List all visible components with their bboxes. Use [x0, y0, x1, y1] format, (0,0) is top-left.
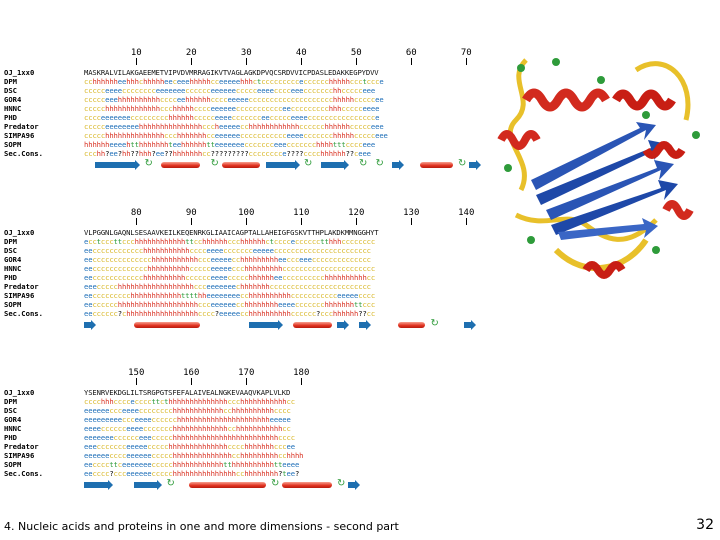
method-label: SIMPA96 [4, 291, 35, 300]
ruler-tick-mark [356, 58, 357, 65]
turn-mark: ↻ [430, 318, 439, 329]
prediction-sequence: eeeeeecccceeeeeeccccchhhhhhhhhhhhhhcchhhhhhhhhcchhhh [84, 451, 304, 460]
ruler-tick-label: 170 [238, 368, 255, 378]
ruler-tick-mark [191, 378, 192, 385]
position-ruler [84, 368, 468, 386]
method-label: PHD [4, 433, 17, 442]
strand-arrow [348, 482, 355, 488]
method-label: DSC [4, 406, 17, 415]
helix-mark [189, 482, 266, 488]
method-label: Predator [4, 282, 39, 291]
prediction-sequence: eeeccccccceeeeeccccchhhhhhhhhhhhhhcccchhhhhhhcccee [84, 442, 295, 451]
prediction-sequence: ccccceeeecccccccceeeeeeecccccceeeeeeccccceeeecccceeeccccccchhccccceee [84, 86, 376, 95]
method-label: PHD [4, 113, 17, 122]
strand-arrow [392, 162, 399, 168]
prediction-sequence: ccccchhhhhhhhhhhhhhccchhhhhhhcceeeeeeccccccccccceeeeccccccchhhhhccccceee [84, 131, 388, 140]
consensus-structure-track [84, 478, 468, 492]
ruler-tick-label: 160 [183, 368, 200, 378]
ruler-tick-mark [466, 218, 467, 225]
method-label: SOPM [4, 300, 22, 309]
method-label: Predator [4, 442, 39, 451]
method-label: HNNC [4, 104, 22, 113]
position-ruler [84, 208, 475, 226]
ruler-tick-label: 70 [460, 48, 472, 58]
ruler-tick-mark [356, 218, 357, 225]
strand-arrow [337, 322, 344, 328]
turn-mark: ↻ [166, 478, 175, 489]
method-label: GOR4 [4, 95, 22, 104]
turn-mark: ↻ [304, 158, 313, 169]
ruler-tick-mark [246, 58, 247, 65]
prediction-sequence: eeeeeeeeeccceeeecccccchhhhhhhhhhhhhhhhhhhhhheeeee [84, 415, 291, 424]
ruler-tick-label: 30 [240, 48, 252, 58]
strand-arrow [464, 322, 471, 328]
method-label: SIMPA96 [4, 451, 35, 460]
protein-sequence: MASKRALVILAKGAEEMETVIPVDVMRRAGIKVTVAGLAGKDPVQCSRDVVICPDASLEDAKKEGPYDVV [84, 68, 379, 77]
method-label: OJ_1xx0 [4, 228, 35, 237]
ruler-tick-label: 40 [295, 48, 307, 58]
helix-mark [293, 322, 332, 328]
method-label: HNNC [4, 424, 22, 433]
ruler-tick-mark [246, 378, 247, 385]
method-label: PHD [4, 273, 17, 282]
method-label: OJ_1xx0 [4, 388, 35, 397]
ruler-tick-label: 80 [130, 208, 142, 218]
consensus-structure-track [84, 158, 468, 172]
prediction-sequence: eeeccccchhhhhhhhhhhhhhhhhhccceeeeeeechhhhhhhcccccccccccccccccccccccc [84, 282, 371, 291]
method-label: DPM [4, 237, 17, 246]
helix-mark [134, 322, 200, 328]
method-label: GOR4 [4, 255, 22, 264]
ruler-tick-mark [301, 58, 302, 65]
strand-arrow [84, 482, 108, 488]
helix-mark [161, 162, 200, 168]
ruler-tick-label: 140 [458, 208, 475, 218]
ruler-tick-mark [411, 58, 412, 65]
ruler-tick-mark [136, 218, 137, 225]
prediction-sequence: eeeeeeccceeeecccccccchhhhhhhhhhhhcchhhhhhhhhhcccc [84, 406, 291, 415]
protein-ribbon-structure [496, 40, 716, 290]
method-label: DPM [4, 397, 17, 406]
prediction-sequence: ccccceeehhhhhhhhhhcccceehhhhhhcccceeeeecccccccccccccccccccchhhhhcccccee [84, 95, 384, 104]
prediction-sequence: cccceeeeeeeccccccccchhhhhhccccceeeeccccccceeccccceeeecccccccccccccccce [84, 113, 380, 122]
prediction-sequence: ccccchhhhhhhhhhhhhccchhhhhcccceeeeeeccccccccccceeccccccccchhhccccceeee [84, 104, 380, 113]
prediction-sequence: eecccccc?chhhhhhhhhhhhhhhhhcccc?eeeeecchhhhhhhhhhcccccc?ccchhhhhh??cc [84, 309, 376, 318]
prediction-sequence: eecccc?ccceeeeeeccccchhhhhhhhhhhhhhhcchhhhhhhh?tee? [84, 469, 300, 478]
prediction-sequence: ccccceeeeeeeehhhhhhhhhhhhhhhcccheeeeecchhhhhhhhhhhhcccccchhhhhhccccceee [84, 122, 384, 131]
prediction-sequence: eeccccccccchhhhhhhhhhhhtttthheeeeeeeecchhhhhhhhhhccccccccccceeeeecccc [84, 291, 376, 300]
method-label: Sec.Cons. [4, 149, 43, 158]
prediction-sequence: eeeeeeecccccceeeccccchhhhhhhhhhhhhhhhhhhhhhhhhcccc [84, 433, 295, 442]
prediction-sequence: ccchh?ee?hh??hhh?ee??hhhhhhhcc?????????cccccccce????cccchhhhhh??ceee [84, 149, 371, 158]
turn-mark: ↻ [271, 478, 280, 489]
ruler-tick-label: 60 [405, 48, 417, 58]
method-label: OJ_1xx0 [4, 68, 35, 77]
ruler-tick-label: 150 [128, 368, 145, 378]
method-label: DPM [4, 77, 17, 86]
protein-sequence: YSENRVEKDGLILTSRGPGTSFEFALAIVEALNGKEVAAQVKAPLVLKD [84, 388, 291, 397]
ruler-tick-label: 120 [348, 208, 365, 218]
strand-arrow [134, 482, 158, 488]
ruler-tick-mark [191, 218, 192, 225]
ruler-tick-mark [466, 58, 467, 65]
ruler-tick-label: 10 [130, 48, 142, 58]
prediction-sequence: hhhhhheeeehtthhhhhhhteehhhhhhtteeeeeeeccccccceeeccccccchhhhtttcccceee [84, 140, 376, 149]
ruler-tick-mark [246, 218, 247, 225]
strand-arrow [469, 162, 476, 168]
turn-mark: ↻ [144, 158, 153, 169]
position-ruler [84, 48, 472, 66]
strand-arrow [266, 162, 295, 168]
method-label: HNNC [4, 264, 22, 273]
method-label: DSC [4, 246, 17, 255]
page-number: 32 [696, 517, 714, 533]
ruler-tick-mark [301, 378, 302, 385]
ruler-tick-label: 50 [350, 48, 362, 58]
method-label: DSC [4, 86, 17, 95]
strand-arrow [84, 322, 91, 328]
prediction-sequence: eecccccccccccchhhhhhhhhhhcccceeeeccccccceeeeeccccccccccccccccccccccc [84, 246, 371, 255]
protein-sequence: VLPGGNLGAQNLSESAAVKEILKEQENRKGLIAAICAGPTALLAHEIGFGSKVTTHPLAKDKMMNGGHYT [84, 228, 379, 237]
helix-mark [222, 162, 261, 168]
turn-mark: ↻ [337, 478, 346, 489]
consensus-structure-track [84, 318, 468, 332]
turn-mark: ↻ [359, 158, 368, 169]
method-label: Sec.Cons. [4, 309, 43, 318]
strand-arrow [95, 162, 135, 168]
turn-mark: ↻ [210, 158, 219, 169]
method-label: Predator [4, 122, 39, 131]
strand-arrow [321, 162, 345, 168]
method-label: SOPM [4, 460, 22, 469]
helix-mark [420, 162, 453, 168]
ruler-tick-mark [191, 58, 192, 65]
prediction-sequence: eeccccccccccccchhhhhhhhhhccccceeeeeccchhhhhhhhhcccccccccccccccccccccc [84, 264, 376, 273]
method-label: SIMPA96 [4, 131, 35, 140]
method-label: Sec.Cons. [4, 469, 43, 478]
prediction-sequence: cccchhhcccceccccttcthhhhhhhhhhhhhhccchhhhhhhhhhhcc [84, 397, 295, 406]
prediction-sequence: eeeecccccceeeeccccccchhhhhhhhhhhhhcchhhhhhhhhhhcc [84, 424, 291, 433]
prediction-sequence: eecccccchhhhhhhhhhhhhhhhhhhccceeeeeecchhhhhhhheeeeccccccchhhhhhhttccc [84, 300, 376, 309]
ruler-tick-mark [301, 218, 302, 225]
turn-mark: ↻ [458, 158, 467, 169]
prediction-sequence: eecccccccccccchhhhhhhhhhcccccceeeeccccchhhhhheecccccccccchhhhhhhhhhcc [84, 273, 376, 282]
ruler-tick-mark [136, 58, 137, 65]
method-label: SOPM [4, 140, 22, 149]
ruler-tick-label: 180 [293, 368, 310, 378]
ruler-tick-mark [411, 218, 412, 225]
strand-arrow [359, 322, 366, 328]
ruler-tick-label: 90 [185, 208, 197, 218]
helix-mark [282, 482, 332, 488]
ruler-tick-label: 20 [185, 48, 197, 58]
prediction-sequence: cchhhhhheehhhchhhhheeceeehhhhhcceeeeehhhctcccccccccecccccchhhhhccctccce [84, 77, 384, 86]
turn-mark: ↻ [375, 158, 384, 169]
prediction-sequence: ecctcccttccchhhhhhhhhhhhttcchhhhhhccchhhhhhctccccecccccctthhhcccccccc [84, 237, 376, 246]
ruler-tick-label: 110 [293, 208, 310, 218]
method-label: GOR4 [4, 415, 22, 424]
helix-mark [398, 322, 426, 328]
ruler-tick-label: 130 [403, 208, 420, 218]
ruler-tick-mark [136, 378, 137, 385]
slide-footer: 4. Nucleic acids and proteins in one and more dimensions - second part [4, 520, 399, 533]
prediction-sequence: eeccccttceeeeeeeccccchhhhhhhhhhhhtthhhhhhhhhhtteeee [84, 460, 300, 469]
ruler-tick-label: 100 [238, 208, 255, 218]
strand-arrow [249, 322, 278, 328]
prediction-sequence: eecccccccccccccchhhhhhhhhhhccceeeeecchhhhhhhhheeccceeecccccccccccccc [84, 255, 371, 264]
